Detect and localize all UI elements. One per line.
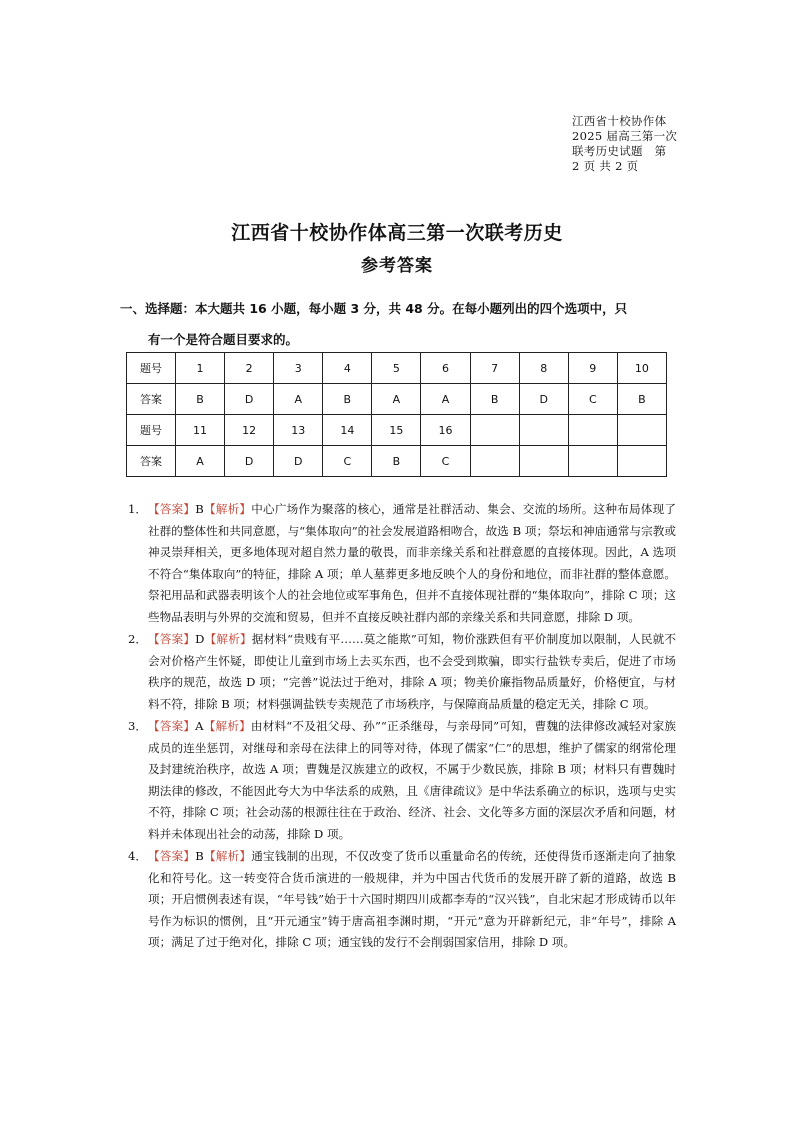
table-cell: 15 xyxy=(372,415,421,446)
question-number-row xyxy=(127,415,667,446)
table-cell: 3 xyxy=(274,353,323,384)
page-title: 江西省十校协作体高三第一次联考历史 xyxy=(231,222,563,244)
answer-explanations xyxy=(128,499,676,954)
table-cell: D xyxy=(274,446,323,477)
question-explanation xyxy=(128,716,676,846)
table-cell: 14 xyxy=(323,415,372,446)
table-cell: 6 xyxy=(421,353,470,384)
section-heading xyxy=(120,293,680,355)
analysis-text: 由材料“不及祖父母、孙”“正杀继母，与亲母同”可知，曹魏的法律修改减轻对家族成员的连坐惩罚，对继母和亲母在法律上的同等对待，体现了儒家“仁”的思想，维护了儒家的纲常伦理及封建统治秩序，故选 A 项；曹魏是汉族建立的政权，不属于少数民族，排除 B 项；材料只有曹魏时期法律的修改，不能因此夸大为中华法系的成熟，且《唐律疏议》是中华法系确立的标识，选项与史实不符，排除 C 项；社会动荡的根源往往在于政治、经济、社会、文化等多方面的深层次矛盾和问题，材料并未体现出社会的动荡，排除 D 项。 xyxy=(148,718,676,841)
table-cell: 7 xyxy=(470,353,519,384)
analysis-tag: 【解析】 xyxy=(204,632,252,647)
table-cell xyxy=(617,415,666,446)
answer-letter: B xyxy=(195,502,204,516)
question-number-row xyxy=(127,353,667,384)
table-cell: 16 xyxy=(421,415,470,446)
explanation-text xyxy=(148,716,676,846)
table-cell: B xyxy=(617,384,666,415)
table-cell: 1 xyxy=(176,353,225,384)
row-label: 题号 xyxy=(127,353,176,384)
table-cell: 10 xyxy=(617,353,666,384)
table-cell: C xyxy=(323,446,372,477)
answer-row xyxy=(127,446,667,477)
table-cell: A xyxy=(176,446,225,477)
answer-letter: A xyxy=(195,718,204,733)
analysis-text: 中心广场作为聚落的核心，通常是社群活动、集会、交流的场所。这种布局体现了社群的整体性和共同意愿，与“集体取向”的社会发展道路相吻合，故选 B 项；祭坛和神庙通常与宗教或神灵崇拜相关，更多地体现对超自然力量的敬畏，而非亲缘关系和社群意愿的直接体现。因此，A 选项不符合“集体取向”的特征，排除 A 项；单人墓葬更多地反映个人的身份和地位，而非社群的整体意愿。祭祀用品和武器表明该个人的社会地位或军事角色，但并不直接体现社群的“集体取向”，排除 C 项；这些物品表明与外界的交流和贸易，但并不直接反映社群内部的亲缘关系和共同意愿，排除 D 项。 xyxy=(148,502,676,624)
question-explanation xyxy=(128,846,676,954)
answer-row xyxy=(127,384,667,415)
section-heading-line1: 一、选择题：本大题共 16 小题，每小题 3 分，共 48 分。在每小题列出的四个选项中，只 xyxy=(120,301,628,316)
table-cell: D xyxy=(519,384,568,415)
table-cell: B xyxy=(323,384,372,415)
analysis-tag: 【解析】 xyxy=(203,718,251,733)
answer-table xyxy=(126,352,667,477)
table-cell: 12 xyxy=(225,415,274,446)
explanation-text xyxy=(148,629,676,715)
question-number: 3． xyxy=(128,718,147,733)
table-cell: A xyxy=(421,384,470,415)
analysis-text: 据材料“贵贱有平……莫之能欺”可知，物价涨跌但有平价制度加以限制，人民就不会对价格产生怀疑，即使让儿童到市场上去买东西，也不会受到欺骗，即实行盐铁专卖后，促进了市场秩序的规范，故选 D 项；“完善”说法过于绝对，排除 A 项；物美价廉指物品质量好，价格便宜，与材料不符，排除 B 项；材料强调盐铁专卖规范了市场秩序，与保障商品质量的稳定无关，排除 C 项。 xyxy=(148,632,676,711)
table-cell: C xyxy=(568,384,617,415)
table-cell xyxy=(617,446,666,477)
table-cell xyxy=(568,446,617,477)
header-note-line: 联考历史试题 第 xyxy=(572,144,667,158)
table-cell: B xyxy=(470,384,519,415)
row-label: 答案 xyxy=(127,384,176,415)
table-cell: 9 xyxy=(568,353,617,384)
table-cell xyxy=(470,446,519,477)
header-note-line: 2 页 共 2 页 xyxy=(572,159,639,173)
header-note xyxy=(572,114,702,174)
table-cell: A xyxy=(274,384,323,415)
analysis-text: 通宝钱制的出现，不仅改变了货币以重量命名的传统，还使得货币逐渐走向了抽象化和符号化。这一转变符合货币演进的一般规律，并为中国古代货币的发展开辟了新的道路，故选 B 项；开启惯例表述有误，“年号钱”始于十六国时期四川成都李寿的“汉兴钱”，自北宋起才形成铸币以年号作为标识的惯例，且“开元通宝”铸于唐高祖李渊时期，“开元”意为开辟新纪元，非“年号”，排除 A 项；满足了过于绝对化，排除 C 项；通宝钱的发行不会削弱国家信用，排除 D 项。 xyxy=(148,849,676,950)
explanation-text xyxy=(148,499,676,629)
table-cell: A xyxy=(372,384,421,415)
question-explanation xyxy=(128,629,676,715)
question-number: 2． xyxy=(128,632,147,647)
page-subtitle: 参考答案 xyxy=(361,256,433,276)
table-cell: B xyxy=(372,446,421,477)
answer-letter: D xyxy=(195,632,205,647)
question-explanation xyxy=(128,499,676,629)
table-cell: 5 xyxy=(372,353,421,384)
analysis-tag: 【解析】 xyxy=(203,849,252,863)
explanation-text xyxy=(148,846,676,954)
table-cell: 13 xyxy=(274,415,323,446)
table-cell: 8 xyxy=(519,353,568,384)
table-cell xyxy=(519,446,568,477)
table-cell: D xyxy=(225,446,274,477)
table-cell: 4 xyxy=(323,353,372,384)
answer-letter: B xyxy=(195,849,204,863)
table-cell xyxy=(519,415,568,446)
row-label: 答案 xyxy=(127,446,176,477)
question-number: 1． xyxy=(128,502,147,516)
row-label: 题号 xyxy=(127,415,176,446)
answer-tag: 【答案】 xyxy=(148,718,196,733)
question-number: 4． xyxy=(128,849,147,863)
analysis-tag: 【解析】 xyxy=(203,502,252,516)
header-note-line: 2025 届高三第一次 xyxy=(572,129,678,143)
section-heading-line2: 有一个是符合题目要求的。 xyxy=(148,332,299,347)
table-cell xyxy=(470,415,519,446)
table-cell: C xyxy=(421,446,470,477)
table-cell: B xyxy=(176,384,225,415)
table-cell: D xyxy=(225,384,274,415)
header-note-line: 江西省十校协作体 xyxy=(572,114,667,128)
answer-tag: 【答案】 xyxy=(148,849,196,863)
table-cell: 2 xyxy=(225,353,274,384)
table-cell: 11 xyxy=(176,415,225,446)
answer-tag: 【答案】 xyxy=(148,632,196,647)
table-cell xyxy=(568,415,617,446)
answer-tag: 【答案】 xyxy=(148,502,196,516)
